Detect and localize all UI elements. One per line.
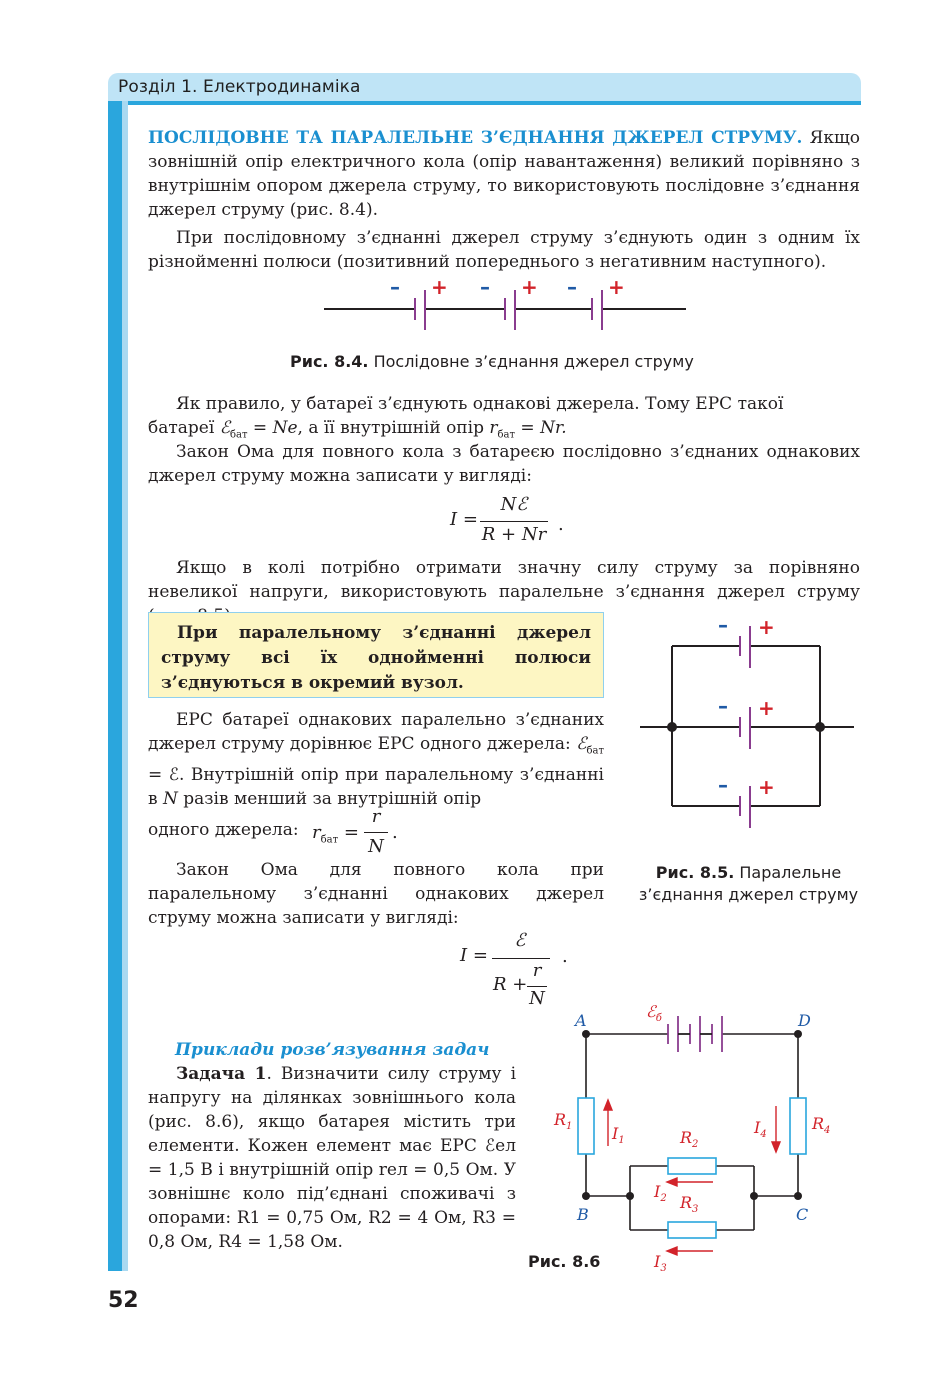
emf-battery-label: ℰ$_б$: [646, 1002, 662, 1025]
svg-text:–: –: [718, 773, 728, 797]
r3-label: $R_3$: [680, 1193, 699, 1216]
fig-8-5-caption: Рис. 8.5. Паралельне з’єднання джерел струму: [638, 863, 859, 904]
node-d-label: D: [798, 1011, 811, 1030]
svg-text:–: –: [718, 694, 728, 718]
intro-paragraph: [148, 126, 860, 222]
side-bar: [108, 101, 122, 1271]
rule-text: При паралельному з’єднанні джерел струму всі їх однойменні полюси з’єднуються в окремий вузол.: [161, 623, 591, 693]
minus-sign: –: [480, 276, 490, 299]
rule-highlight-box: [148, 612, 604, 698]
task-1-text: Задача 1. Визначити силу струму і напругу на ділянках зовнішнього кола (рис. 8.6), якщо батарея містить три елементи. Кожен елемент має ЕРС ℰел = 1,5 В і внутрішній опір rел = 0,5 Ом. У зовнішнє коло під’єднані споживачі з опорами: R1 = 0,75 Ом, R2 = 4 Ом, R3 = 0,8 Ом, R4 = 1,58 Ом.: [148, 1064, 517, 1252]
parallel-intro-paragraph: Якщо в колі потрібно отримати значну силу струму за порівняно невеликої напруги, використовують паралельне з’єднання джерел струму: [148, 558, 860, 602]
svg-text:+: +: [758, 696, 775, 720]
r-bat-denominator: N: [368, 836, 384, 857]
ohm-series-paragraph: Закон Ома для повного кола з батареєю послідовно з’єднаних однакових джерел струму можна записати у вигляді:: [148, 442, 860, 486]
fig-8-6-caption: Рис. 8.6: [528, 1252, 601, 1271]
formula1-numerator: Nℰ: [500, 494, 528, 515]
formula2-fraction-bar: [492, 958, 550, 959]
svg-text:+: +: [758, 615, 775, 639]
page-number: 52: [108, 1288, 139, 1313]
node-c-label: C: [796, 1205, 809, 1224]
r4-label: $R_4$: [812, 1114, 831, 1137]
r1-label: $R_1$: [554, 1110, 573, 1133]
section-heading: ПОСЛІДОВНЕ ТА ПАРАЛЕЛЬНЕ З’ЄДНАННЯ ДЖЕРЕЛ СТРУМУ.: [148, 128, 803, 148]
minus-sign: –: [390, 276, 400, 299]
one-source-text: одного джерела:: [148, 820, 299, 840]
r-bat-symbol: $r_{бат}$ =: [312, 822, 359, 846]
svg-text:–: –: [718, 613, 728, 637]
i1-label: $I_1$: [612, 1124, 625, 1147]
examples-subheading: Приклади розв’язування задач: [175, 1040, 490, 1060]
parallel-emf-paragraph: ЕРС батареї однакових паралельно з’єднаних джерел струму дорівнює ЕРС одного джерела: ℰ$_{бат}$ = ℰ. Внутрішній опір при паралельному з’єднанні в N разів менший за внутрішній опір: [148, 710, 604, 810]
formula2-inner-bar: [527, 986, 547, 987]
formula2-inner-den: N: [529, 988, 545, 1009]
formula1-denominator: R + Nr: [481, 524, 547, 545]
formula2-inner-num: r: [532, 960, 542, 981]
plus-sign: +: [431, 276, 448, 299]
svg-text:+: +: [758, 775, 775, 799]
fig-8-4-series-diagram: [320, 276, 690, 338]
formula1-fraction-bar: [480, 521, 548, 522]
plus-sign: +: [608, 276, 625, 299]
r-bat-end: .: [392, 822, 398, 843]
formula2-den: R +: [493, 974, 528, 995]
battery-paragraph: Як правило, у батареї з’єднують однакові джерела. Тому ЕРС такої батареї ℰ$_{бат}$ = Ne, а її внутрішній опір $r_{бат} = Nr$.: [148, 394, 784, 441]
intro-text: Якщо зовнішній опір електричного кола (опір навантаження) великий порівняно з внутрішнім опором джерела струму, то використовують послідовне з’єднання джерел струму (рис. 8.4).: [148, 128, 860, 220]
chapter-header: [108, 73, 861, 101]
series-paragraph: При послідовному з’єднанні джерел струму з’єднують один з одним їх різнойменні полюси (позитивний попереднього з негативним наступного).: [148, 228, 860, 272]
header-rule: [108, 101, 861, 105]
formula1-lhs: I =: [450, 509, 478, 530]
node-b-label: B: [577, 1205, 589, 1224]
minus-sign: –: [567, 276, 577, 299]
i2-label: $I_2$: [654, 1182, 667, 1205]
formula2-lhs: I =: [460, 945, 488, 966]
fig-8-4-caption: Рис. 8.4. Послідовне з’єднання джерел струму: [290, 352, 694, 371]
plus-sign: +: [521, 276, 538, 299]
formula2-numerator: ℰ: [514, 930, 526, 951]
i4-label: $I_4$: [754, 1118, 767, 1141]
r2-label: $R_2$: [680, 1128, 699, 1151]
formula1-end: .: [558, 514, 564, 535]
i3-label: $I_3$: [654, 1252, 667, 1275]
fig-8-5-parallel-diagram: [636, 612, 858, 838]
side-bar-light: [122, 101, 128, 1271]
formula2-end: .: [562, 946, 568, 967]
r-bat-fraction-bar: [364, 832, 388, 833]
ohm-parallel-paragraph: Закон Ома для повного кола при паралельному з’єднанні однакових джерел струму можна записати у вигляді:: [148, 860, 604, 928]
node-a-label: A: [575, 1011, 587, 1030]
r-bat-numerator: r: [371, 806, 381, 827]
chapter-title: Розділ 1. Електродинаміка: [118, 77, 361, 97]
